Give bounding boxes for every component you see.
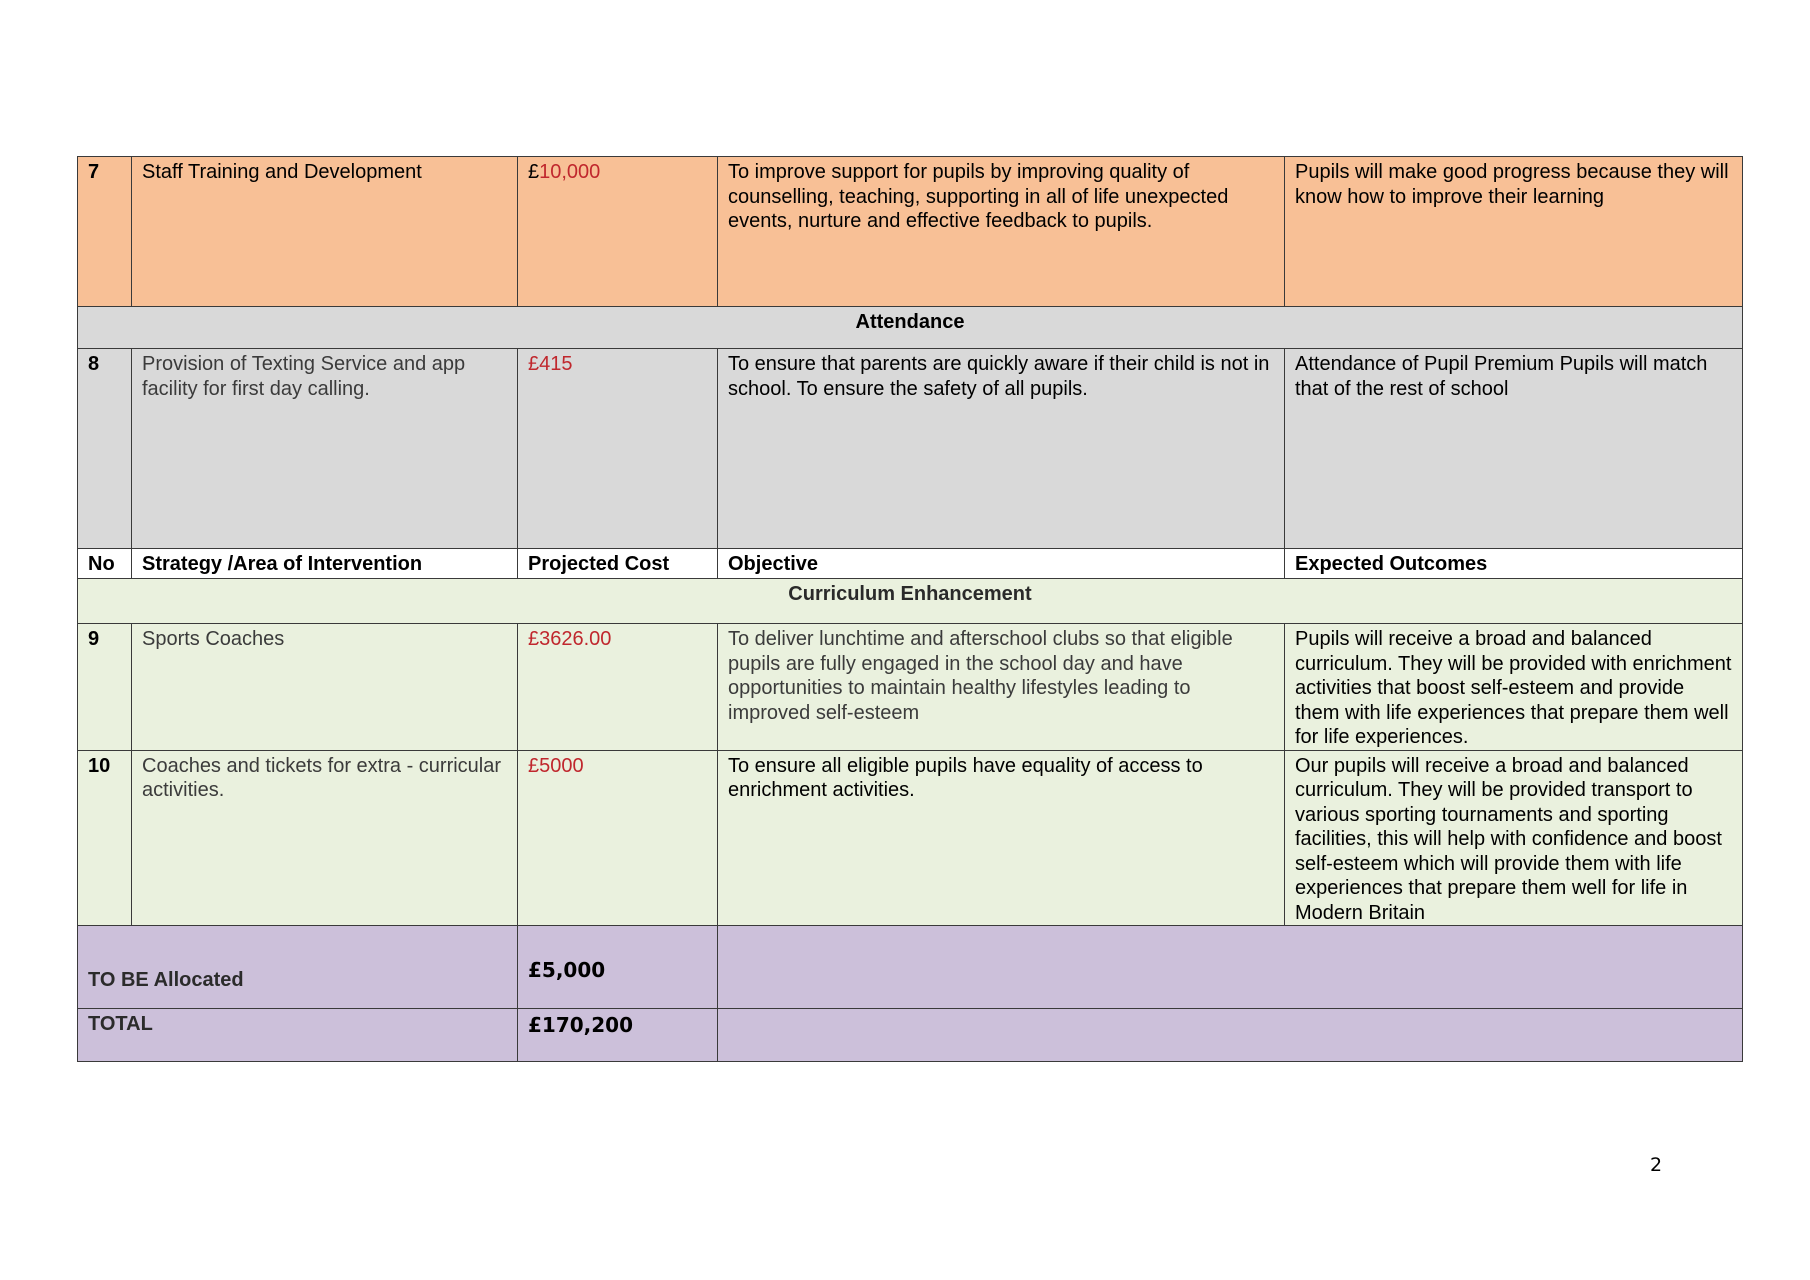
pupil-premium-table <box>77 156 1743 1062</box>
row-number: 8 <box>78 349 132 549</box>
outcome-cell: Pupils will receive a broad and balanced curriculum. They will be provided with enrichment activities that boost self-esteem and provide them with life experiences that prepare them well for life experiences. <box>1285 624 1743 751</box>
row-number: 10 <box>78 750 132 926</box>
currency-symbol: £ <box>528 161 540 183</box>
allocated-label: TO BE Allocated <box>78 926 518 1009</box>
header-outcome: Expected Outcomes <box>1285 549 1743 579</box>
objective-cell: To ensure all eligible pupils have equality of access to enrichment activities. <box>718 750 1285 926</box>
cost-cell: £3626.00 <box>518 624 718 751</box>
header-cost: Projected Cost <box>518 549 718 579</box>
cost-value: 10,000 <box>539 161 601 183</box>
total-row <box>78 1009 1743 1062</box>
strategy-cell: Sports Coaches <box>132 624 518 751</box>
page-number: 2 <box>1650 1154 1663 1176</box>
total-blank-cell <box>718 1009 1743 1062</box>
allocated-value: £5,000 <box>518 926 718 1009</box>
section-row-curriculum <box>78 579 1743 624</box>
outcome-cell: Our pupils will receive a broad and balanced curriculum. They will be provided transport to various sporting tournaments and sporting facilities, this will help with confidence and boost self-esteem which will provide them with life experiences that prepare them well for life in Modern Britain <box>1285 750 1743 926</box>
allocated-blank-cell <box>718 926 1743 1009</box>
header-objective: Objective <box>718 549 1285 579</box>
strategy-cell: Coaches and tickets for extra - curricular activities. <box>132 750 518 926</box>
column-header-row <box>78 549 1743 579</box>
total-label: TOTAL <box>78 1009 518 1062</box>
row-number: 9 <box>78 624 132 751</box>
objective-cell: To deliver lunchtime and afterschool clubs so that eligible pupils are fully engaged in the school day and have opportunities to maintain healthy lifestyles leading to improved self-esteem <box>718 624 1285 751</box>
total-value: £170,200 <box>518 1009 718 1062</box>
row-number: 7 <box>78 157 132 307</box>
table-row-10 <box>78 750 1743 926</box>
cost-cell: £415 <box>518 349 718 549</box>
cost-cell: £5000 <box>518 750 718 926</box>
table-row-9 <box>78 624 1743 751</box>
table-row-8 <box>78 349 1743 549</box>
outcome-cell: Attendance of Pupil Premium Pupils will match that of the rest of school <box>1285 349 1743 549</box>
allocated-row <box>78 926 1743 1009</box>
header-strategy: Strategy /Area of Intervention <box>132 549 518 579</box>
objective-cell: To improve support for pupils by improving quality of counselling, teaching, supporting in all of life unexpected events, nurture and effective feedback to pupils. <box>718 157 1285 307</box>
strategy-cell: Staff Training and Development <box>132 157 518 307</box>
header-no: No <box>78 549 132 579</box>
outcome-cell: Pupils will make good progress because they will know how to improve their learning <box>1285 157 1743 307</box>
objective-cell: To ensure that parents are quickly aware if their child is not in school. To ensure the safety of all pupils. <box>718 349 1285 549</box>
cost-cell <box>518 157 718 307</box>
section-heading-curriculum: Curriculum Enhancement <box>78 579 1743 624</box>
section-row-attendance <box>78 307 1743 349</box>
strategy-cell: Provision of Texting Service and app facility for first day calling. <box>132 349 518 549</box>
section-heading-attendance: Attendance <box>78 307 1743 349</box>
table-row-7 <box>78 157 1743 307</box>
